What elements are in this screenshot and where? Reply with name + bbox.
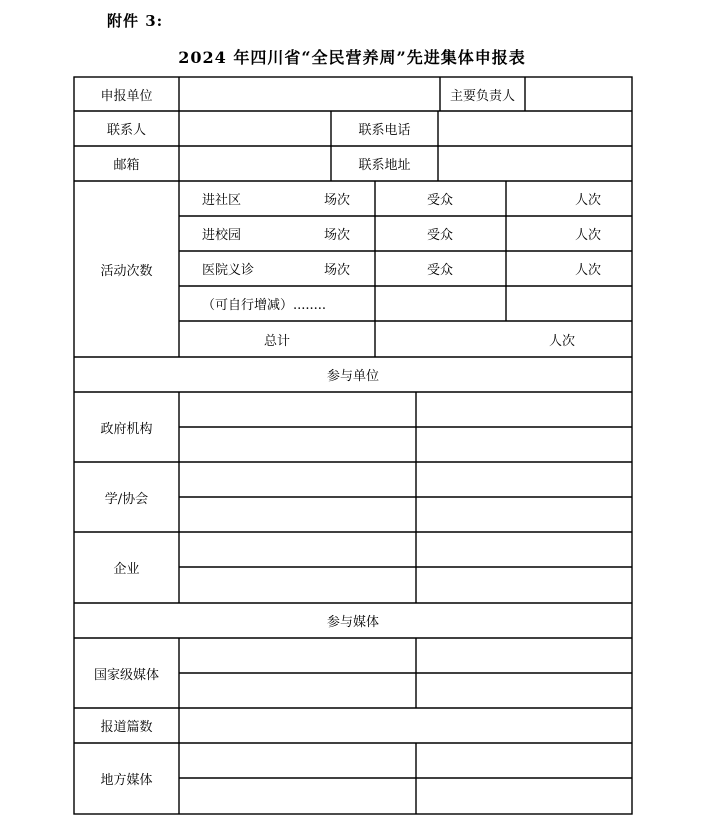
contact-phone-label: 联系电话	[358, 123, 411, 138]
activity-sessions-unit: 场次	[324, 228, 351, 243]
leader-field[interactable]	[525, 77, 632, 111]
government-label: 政府机构	[100, 421, 153, 437]
activity-persons-unit: 人次	[575, 263, 602, 278]
activity-sessions-unit: 场次	[324, 263, 351, 278]
activity-audience-label: 受众	[427, 228, 454, 243]
society-label: 学/协会	[104, 491, 149, 507]
activity-extra-note: （可自行增减）........	[202, 298, 327, 313]
activity-name: 进社区	[202, 193, 242, 208]
participating-units-heading: 参与单位	[326, 369, 379, 384]
activity-total-persons-unit: 人次	[549, 333, 576, 349]
unit-field[interactable]	[179, 77, 440, 111]
activity-persons-unit: 人次	[575, 193, 602, 208]
activity-count-label: 活动次数	[100, 263, 153, 279]
contact-phone-field[interactable]	[438, 111, 632, 146]
report-count-label: 报道篇数	[100, 720, 153, 735]
participating-media-heading: 参与媒体	[326, 615, 379, 630]
activity-name: 进校园	[202, 228, 242, 243]
enterprise-label: 企业	[113, 562, 140, 577]
activity-audience-label: 受众	[427, 193, 454, 208]
national-media-label: 国家级媒体	[93, 667, 159, 683]
activity-persons-unit: 人次	[575, 228, 602, 243]
activity-total-label: 总计	[263, 333, 290, 349]
contact-person-field[interactable]	[179, 111, 331, 146]
activity-sessions-unit: 场次	[324, 193, 351, 208]
activity-audience-label: 受众	[427, 263, 454, 278]
contact-person-label: 联系人	[106, 123, 146, 138]
contact-address-label: 联系地址	[358, 158, 411, 173]
email-field[interactable]	[179, 146, 331, 181]
leader-label: 主要负责人	[449, 88, 515, 104]
unit-label: 申报单位	[100, 88, 153, 104]
contact-address-field[interactable]	[438, 146, 632, 181]
page-title: 2024 年四川省“全民营养周”先进集体申报表	[178, 48, 526, 67]
activity-name: 医院义诊	[202, 263, 255, 278]
email-label: 邮箱	[113, 158, 140, 173]
attachment-label: 附件 3:	[107, 12, 164, 30]
local-media-label: 地方媒体	[100, 773, 153, 788]
